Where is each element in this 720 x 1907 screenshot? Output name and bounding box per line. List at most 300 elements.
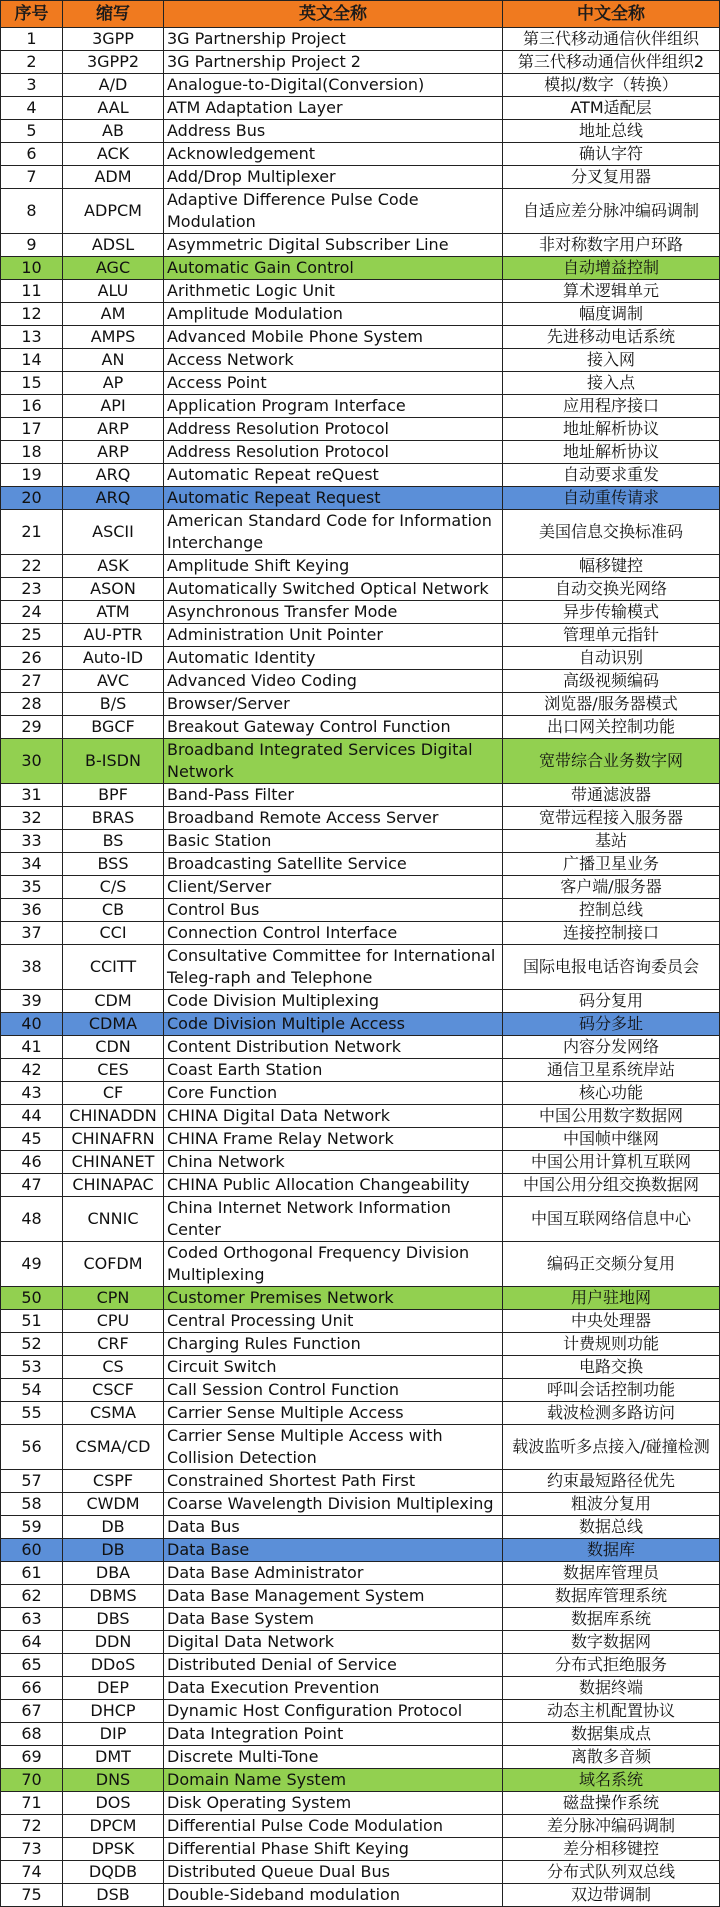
cell-index: 66 (1, 1677, 63, 1700)
cell-index: 36 (1, 899, 63, 922)
cell-index: 60 (1, 1539, 63, 1562)
cell-english-name: American Standard Code for Information Interchange (164, 510, 503, 555)
cell-english-name: Broadcasting Satellite Service (164, 853, 503, 876)
cell-abbreviation: AP (63, 372, 164, 395)
cell-chinese-name: 数据库管理系统 (503, 1585, 720, 1608)
cell-chinese-name: 域名系统 (503, 1769, 720, 1792)
cell-abbreviation: 3GPP2 (63, 51, 164, 74)
cell-abbreviation: DIP (63, 1723, 164, 1746)
cell-chinese-name: 载波监听多点接入/碰撞检测 (503, 1425, 720, 1470)
cell-index: 25 (1, 624, 63, 647)
cell-abbreviation: CRF (63, 1333, 164, 1356)
cell-abbreviation: CDM (63, 990, 164, 1013)
cell-english-name: Data Bus (164, 1516, 503, 1539)
cell-index: 68 (1, 1723, 63, 1746)
cell-chinese-name: 连接控制接口 (503, 922, 720, 945)
cell-index: 67 (1, 1700, 63, 1723)
cell-abbreviation: ARQ (63, 464, 164, 487)
table-row (1, 1151, 720, 1174)
cell-index: 20 (1, 487, 63, 510)
cell-index: 49 (1, 1242, 63, 1287)
cell-chinese-name: 离散多音频 (503, 1746, 720, 1769)
cell-english-name: Band-Pass Filter (164, 784, 503, 807)
cell-english-name: Carrier Sense Multiple Access (164, 1402, 503, 1425)
cell-chinese-name: 应用程序接口 (503, 395, 720, 418)
cell-chinese-name: 第三代移动通信伙伴组织 (503, 28, 720, 51)
cell-index: 8 (1, 189, 63, 234)
cell-abbreviation: ALU (63, 280, 164, 303)
cell-abbreviation: DBA (63, 1562, 164, 1585)
cell-index: 30 (1, 739, 63, 784)
cell-english-name: Call Session Control Function (164, 1379, 503, 1402)
cell-abbreviation: CHINANET (63, 1151, 164, 1174)
table-row (1, 1631, 720, 1654)
cell-index: 31 (1, 784, 63, 807)
cell-abbreviation: ARP (63, 441, 164, 464)
cell-abbreviation: DDN (63, 1631, 164, 1654)
table-row (1, 670, 720, 693)
cell-index: 74 (1, 1861, 63, 1884)
cell-chinese-name: 中央处理器 (503, 1310, 720, 1333)
cell-english-name: Digital Data Network (164, 1631, 503, 1654)
cell-index: 11 (1, 280, 63, 303)
header-index: 序号 (1, 1, 63, 28)
table-row (1, 624, 720, 647)
table-row (1, 257, 720, 280)
cell-english-name: Automatic Gain Control (164, 257, 503, 280)
cell-english-name: Code Division Multiple Access (164, 1013, 503, 1036)
cell-chinese-name: 浏览器/服务器模式 (503, 693, 720, 716)
table-row (1, 326, 720, 349)
cell-abbreviation: CDN (63, 1036, 164, 1059)
table-row (1, 234, 720, 257)
cell-abbreviation: DQDB (63, 1861, 164, 1884)
cell-index: 12 (1, 303, 63, 326)
table-row (1, 807, 720, 830)
cell-index: 71 (1, 1792, 63, 1815)
cell-abbreviation: CS (63, 1356, 164, 1379)
cell-index: 45 (1, 1128, 63, 1151)
cell-index: 17 (1, 418, 63, 441)
cell-abbreviation: DOS (63, 1792, 164, 1815)
cell-english-name: Discrete Multi-Tone (164, 1746, 503, 1769)
cell-chinese-name: 自动要求重发 (503, 464, 720, 487)
table-row (1, 395, 720, 418)
cell-chinese-name: 基站 (503, 830, 720, 853)
cell-chinese-name: 内容分发网络 (503, 1036, 720, 1059)
cell-chinese-name: 模拟/数字（转换） (503, 74, 720, 97)
cell-index: 39 (1, 990, 63, 1013)
cell-english-name: Application Program Interface (164, 395, 503, 418)
table-row (1, 647, 720, 670)
cell-abbreviation: B-ISDN (63, 739, 164, 784)
cell-chinese-name: 核心功能 (503, 1082, 720, 1105)
cell-english-name: Asynchronous Transfer Mode (164, 601, 503, 624)
cell-abbreviation: ADSL (63, 234, 164, 257)
cell-chinese-name: 差分相移键控 (503, 1838, 720, 1861)
table-row (1, 1356, 720, 1379)
cell-chinese-name: 计费规则功能 (503, 1333, 720, 1356)
cell-abbreviation: ACK (63, 143, 164, 166)
table-row (1, 303, 720, 326)
cell-chinese-name: 数据库 (503, 1539, 720, 1562)
cell-english-name: Automatically Switched Optical Network (164, 578, 503, 601)
cell-chinese-name: 异步传输模式 (503, 601, 720, 624)
cell-index: 43 (1, 1082, 63, 1105)
cell-english-name: CHINA Public Allocation Changeability (164, 1174, 503, 1197)
cell-index: 56 (1, 1425, 63, 1470)
cell-abbreviation: DMT (63, 1746, 164, 1769)
cell-index: 42 (1, 1059, 63, 1082)
cell-abbreviation: ASON (63, 578, 164, 601)
table-row (1, 739, 720, 784)
table-row (1, 280, 720, 303)
cell-chinese-name: 广播卫星业务 (503, 853, 720, 876)
cell-english-name: Address Bus (164, 120, 503, 143)
cell-english-name: Advanced Mobile Phone System (164, 326, 503, 349)
table-row (1, 830, 720, 853)
cell-abbreviation: DPCM (63, 1815, 164, 1838)
cell-abbreviation: AN (63, 349, 164, 372)
cell-english-name: Core Function (164, 1082, 503, 1105)
cell-chinese-name: 控制总线 (503, 899, 720, 922)
cell-index: 46 (1, 1151, 63, 1174)
cell-index: 32 (1, 807, 63, 830)
cell-chinese-name: 幅度调制 (503, 303, 720, 326)
cell-chinese-name: 地址解析协议 (503, 441, 720, 464)
cell-abbreviation: CNNIC (63, 1197, 164, 1242)
cell-index: 27 (1, 670, 63, 693)
cell-english-name: Differential Pulse Code Modulation (164, 1815, 503, 1838)
table-row (1, 693, 720, 716)
cell-index: 47 (1, 1174, 63, 1197)
cell-index: 64 (1, 1631, 63, 1654)
table-row (1, 1516, 720, 1539)
cell-index: 55 (1, 1402, 63, 1425)
cell-index: 50 (1, 1287, 63, 1310)
cell-abbreviation: ADPCM (63, 189, 164, 234)
cell-english-name: Consultative Committee for International Teleg-raph and Telephone (164, 945, 503, 990)
table-row (1, 1562, 720, 1585)
cell-index: 62 (1, 1585, 63, 1608)
cell-abbreviation: DB (63, 1539, 164, 1562)
cell-chinese-name: 分叉复用器 (503, 166, 720, 189)
cell-index: 29 (1, 716, 63, 739)
cell-abbreviation: DDoS (63, 1654, 164, 1677)
cell-chinese-name: 呼叫会话控制功能 (503, 1379, 720, 1402)
cell-index: 54 (1, 1379, 63, 1402)
cell-abbreviation: AM (63, 303, 164, 326)
cell-chinese-name: 地址解析协议 (503, 418, 720, 441)
cell-index: 21 (1, 510, 63, 555)
cell-index: 1 (1, 28, 63, 51)
cell-english-name: Circuit Switch (164, 1356, 503, 1379)
cell-english-name: Basic Station (164, 830, 503, 853)
cell-english-name: Central Processing Unit (164, 1310, 503, 1333)
table-row (1, 1242, 720, 1287)
cell-index: 53 (1, 1356, 63, 1379)
table-row (1, 1333, 720, 1356)
cell-chinese-name: 宽带远程接入服务器 (503, 807, 720, 830)
cell-abbreviation: BGCF (63, 716, 164, 739)
cell-english-name: Dynamic Host Configuration Protocol (164, 1700, 503, 1723)
cell-index: 57 (1, 1470, 63, 1493)
table-row (1, 441, 720, 464)
cell-abbreviation: AMPS (63, 326, 164, 349)
cell-abbreviation: AB (63, 120, 164, 143)
cell-english-name: Data Execution Prevention (164, 1677, 503, 1700)
cell-chinese-name: 接入网 (503, 349, 720, 372)
cell-chinese-name: 自适应差分脉冲编码调制 (503, 189, 720, 234)
cell-english-name: Control Bus (164, 899, 503, 922)
cell-index: 16 (1, 395, 63, 418)
cell-index: 6 (1, 143, 63, 166)
cell-abbreviation: CCITT (63, 945, 164, 990)
cell-abbreviation: CHINADDN (63, 1105, 164, 1128)
cell-index: 7 (1, 166, 63, 189)
cell-chinese-name: 非对称数字用户环路 (503, 234, 720, 257)
table-row (1, 143, 720, 166)
table-row (1, 1174, 720, 1197)
cell-abbreviation: CPU (63, 1310, 164, 1333)
cell-chinese-name: 载波检测多路访问 (503, 1402, 720, 1425)
cell-chinese-name: 自动重传请求 (503, 487, 720, 510)
table-row (1, 166, 720, 189)
cell-english-name: Advanced Video Coding (164, 670, 503, 693)
table-row (1, 487, 720, 510)
cell-english-name: Address Resolution Protocol (164, 441, 503, 464)
cell-index: 34 (1, 853, 63, 876)
table-row (1, 1585, 720, 1608)
table-row (1, 372, 720, 395)
cell-english-name: Customer Premises Network (164, 1287, 503, 1310)
cell-abbreviation: AAL (63, 97, 164, 120)
cell-chinese-name: 通信卫星系统岸站 (503, 1059, 720, 1082)
table-row (1, 1815, 720, 1838)
cell-chinese-name: 带通滤波器 (503, 784, 720, 807)
table-row (1, 601, 720, 624)
cell-abbreviation: CDMA (63, 1013, 164, 1036)
cell-chinese-name: 差分脉冲编码调制 (503, 1815, 720, 1838)
table-row (1, 899, 720, 922)
table-row (1, 1493, 720, 1516)
cell-abbreviation: COFDM (63, 1242, 164, 1287)
table-row (1, 1608, 720, 1631)
cell-english-name: Content Distribution Network (164, 1036, 503, 1059)
cell-index: 18 (1, 441, 63, 464)
cell-chinese-name: 算术逻辑单元 (503, 280, 720, 303)
table-row (1, 1470, 720, 1493)
cell-chinese-name: 码分复用 (503, 990, 720, 1013)
cell-index: 73 (1, 1838, 63, 1861)
cell-chinese-name: 先进移动电话系统 (503, 326, 720, 349)
table-row (1, 418, 720, 441)
cell-index: 44 (1, 1105, 63, 1128)
cell-abbreviation: DBMS (63, 1585, 164, 1608)
cell-chinese-name: 第三代移动通信伙伴组织2 (503, 51, 720, 74)
cell-english-name: Data Base System (164, 1608, 503, 1631)
cell-abbreviation: CB (63, 899, 164, 922)
cell-abbreviation: AGC (63, 257, 164, 280)
cell-abbreviation: AVC (63, 670, 164, 693)
cell-index: 58 (1, 1493, 63, 1516)
cell-index: 22 (1, 555, 63, 578)
cell-abbreviation: DEP (63, 1677, 164, 1700)
cell-english-name: Broadband Integrated Services Digital Network (164, 739, 503, 784)
table-row (1, 922, 720, 945)
cell-abbreviation: DSB (63, 1884, 164, 1907)
cell-chinese-name: 码分多址 (503, 1013, 720, 1036)
cell-chinese-name: 出口网关控制功能 (503, 716, 720, 739)
table-row (1, 28, 720, 51)
cell-english-name: Client/Server (164, 876, 503, 899)
table-row (1, 1036, 720, 1059)
cell-english-name: Access Point (164, 372, 503, 395)
table-row (1, 1105, 720, 1128)
cell-abbreviation: ADM (63, 166, 164, 189)
cell-english-name: Amplitude Modulation (164, 303, 503, 326)
cell-chinese-name: 高级视频编码 (503, 670, 720, 693)
cell-chinese-name: 自动识别 (503, 647, 720, 670)
cell-chinese-name: 磁盘操作系统 (503, 1792, 720, 1815)
cell-chinese-name: 自动交换光网络 (503, 578, 720, 601)
cell-index: 33 (1, 830, 63, 853)
cell-chinese-name: 约束最短路径优先 (503, 1470, 720, 1493)
table-row (1, 1287, 720, 1310)
cell-index: 48 (1, 1197, 63, 1242)
cell-index: 41 (1, 1036, 63, 1059)
table-row (1, 1677, 720, 1700)
cell-chinese-name: 中国公用分组交换数据网 (503, 1174, 720, 1197)
table-row (1, 716, 720, 739)
cell-index: 9 (1, 234, 63, 257)
table-row (1, 1128, 720, 1151)
cell-english-name: Address Resolution Protocol (164, 418, 503, 441)
cell-english-name: CHINA Digital Data Network (164, 1105, 503, 1128)
cell-abbreviation: DPSK (63, 1838, 164, 1861)
cell-index: 15 (1, 372, 63, 395)
cell-chinese-name: 中国互联网络信息中心 (503, 1197, 720, 1242)
cell-english-name: 3G Partnership Project (164, 28, 503, 51)
cell-abbreviation: CSMA (63, 1402, 164, 1425)
cell-abbreviation: DHCP (63, 1700, 164, 1723)
cell-index: 24 (1, 601, 63, 624)
cell-abbreviation: ASCII (63, 510, 164, 555)
cell-english-name: Code Division Multiplexing (164, 990, 503, 1013)
table-row (1, 1310, 720, 1333)
table-row (1, 1769, 720, 1792)
cell-english-name: Distributed Queue Dual Bus (164, 1861, 503, 1884)
cell-index: 52 (1, 1333, 63, 1356)
table-row (1, 1861, 720, 1884)
cell-english-name: Data Base Administrator (164, 1562, 503, 1585)
cell-english-name: Arithmetic Logic Unit (164, 280, 503, 303)
header-english-name: 英文全称 (164, 1, 503, 28)
cell-english-name: Administration Unit Pointer (164, 624, 503, 647)
cell-index: 14 (1, 349, 63, 372)
cell-abbreviation: CSCF (63, 1379, 164, 1402)
cell-english-name: Amplitude Shift Keying (164, 555, 503, 578)
header-row (1, 1, 720, 28)
table-row (1, 555, 720, 578)
cell-index: 26 (1, 647, 63, 670)
cell-english-name: Automatic Identity (164, 647, 503, 670)
cell-english-name: Distributed Denial of Service (164, 1654, 503, 1677)
cell-abbreviation: DBS (63, 1608, 164, 1631)
cell-index: 19 (1, 464, 63, 487)
table-row (1, 876, 720, 899)
cell-chinese-name: 数据库系统 (503, 1608, 720, 1631)
cell-abbreviation: CSPF (63, 1470, 164, 1493)
cell-english-name: Broadband Remote Access Server (164, 807, 503, 830)
cell-chinese-name: 中国公用计算机互联网 (503, 1151, 720, 1174)
cell-index: 37 (1, 922, 63, 945)
cell-index: 23 (1, 578, 63, 601)
cell-abbreviation: C/S (63, 876, 164, 899)
cell-index: 61 (1, 1562, 63, 1585)
cell-chinese-name: 分布式拒绝服务 (503, 1654, 720, 1677)
cell-english-name: Domain Name System (164, 1769, 503, 1792)
header-chinese-name: 中文全称 (503, 1, 720, 28)
table-row (1, 74, 720, 97)
cell-english-name: Automatic Repeat reQuest (164, 464, 503, 487)
cell-abbreviation: BSS (63, 853, 164, 876)
table-row (1, 510, 720, 555)
cell-chinese-name: 动态主机配置协议 (503, 1700, 720, 1723)
table-row (1, 578, 720, 601)
cell-abbreviation: CSMA/CD (63, 1425, 164, 1470)
cell-english-name: China Network (164, 1151, 503, 1174)
cell-english-name: Breakout Gateway Control Function (164, 716, 503, 739)
table-row (1, 1402, 720, 1425)
cell-english-name: Data Integration Point (164, 1723, 503, 1746)
cell-index: 10 (1, 257, 63, 280)
table-row (1, 1379, 720, 1402)
cell-english-name: Disk Operating System (164, 1792, 503, 1815)
cell-abbreviation: BS (63, 830, 164, 853)
cell-abbreviation: CHINAFRN (63, 1128, 164, 1151)
cell-abbreviation: ARP (63, 418, 164, 441)
cell-chinese-name: 数字数据网 (503, 1631, 720, 1654)
cell-english-name: Browser/Server (164, 693, 503, 716)
table-row (1, 1654, 720, 1677)
table-row (1, 1539, 720, 1562)
table-row (1, 1425, 720, 1470)
cell-english-name: Charging Rules Function (164, 1333, 503, 1356)
cell-index: 4 (1, 97, 63, 120)
cell-abbreviation: ARQ (63, 487, 164, 510)
cell-english-name: Coded Orthogonal Frequency Division Multiplexing (164, 1242, 503, 1287)
cell-index: 65 (1, 1654, 63, 1677)
cell-index: 51 (1, 1310, 63, 1333)
cell-chinese-name: 用户驻地网 (503, 1287, 720, 1310)
table-row (1, 51, 720, 74)
cell-abbreviation: CF (63, 1082, 164, 1105)
cell-english-name: Constrained Shortest Path First (164, 1470, 503, 1493)
cell-english-name: Adaptive Difference Pulse Code Modulation (164, 189, 503, 234)
cell-abbreviation: B/S (63, 693, 164, 716)
cell-abbreviation: CCI (63, 922, 164, 945)
cell-chinese-name: 管理单元指针 (503, 624, 720, 647)
cell-index: 2 (1, 51, 63, 74)
cell-abbreviation: ATM (63, 601, 164, 624)
table-row (1, 97, 720, 120)
cell-chinese-name: 中国帧中继网 (503, 1128, 720, 1151)
cell-chinese-name: 国际电报电话咨询委员会 (503, 945, 720, 990)
cell-chinese-name: 电路交换 (503, 1356, 720, 1379)
cell-index: 69 (1, 1746, 63, 1769)
header-abbreviation: 缩写 (63, 1, 164, 28)
